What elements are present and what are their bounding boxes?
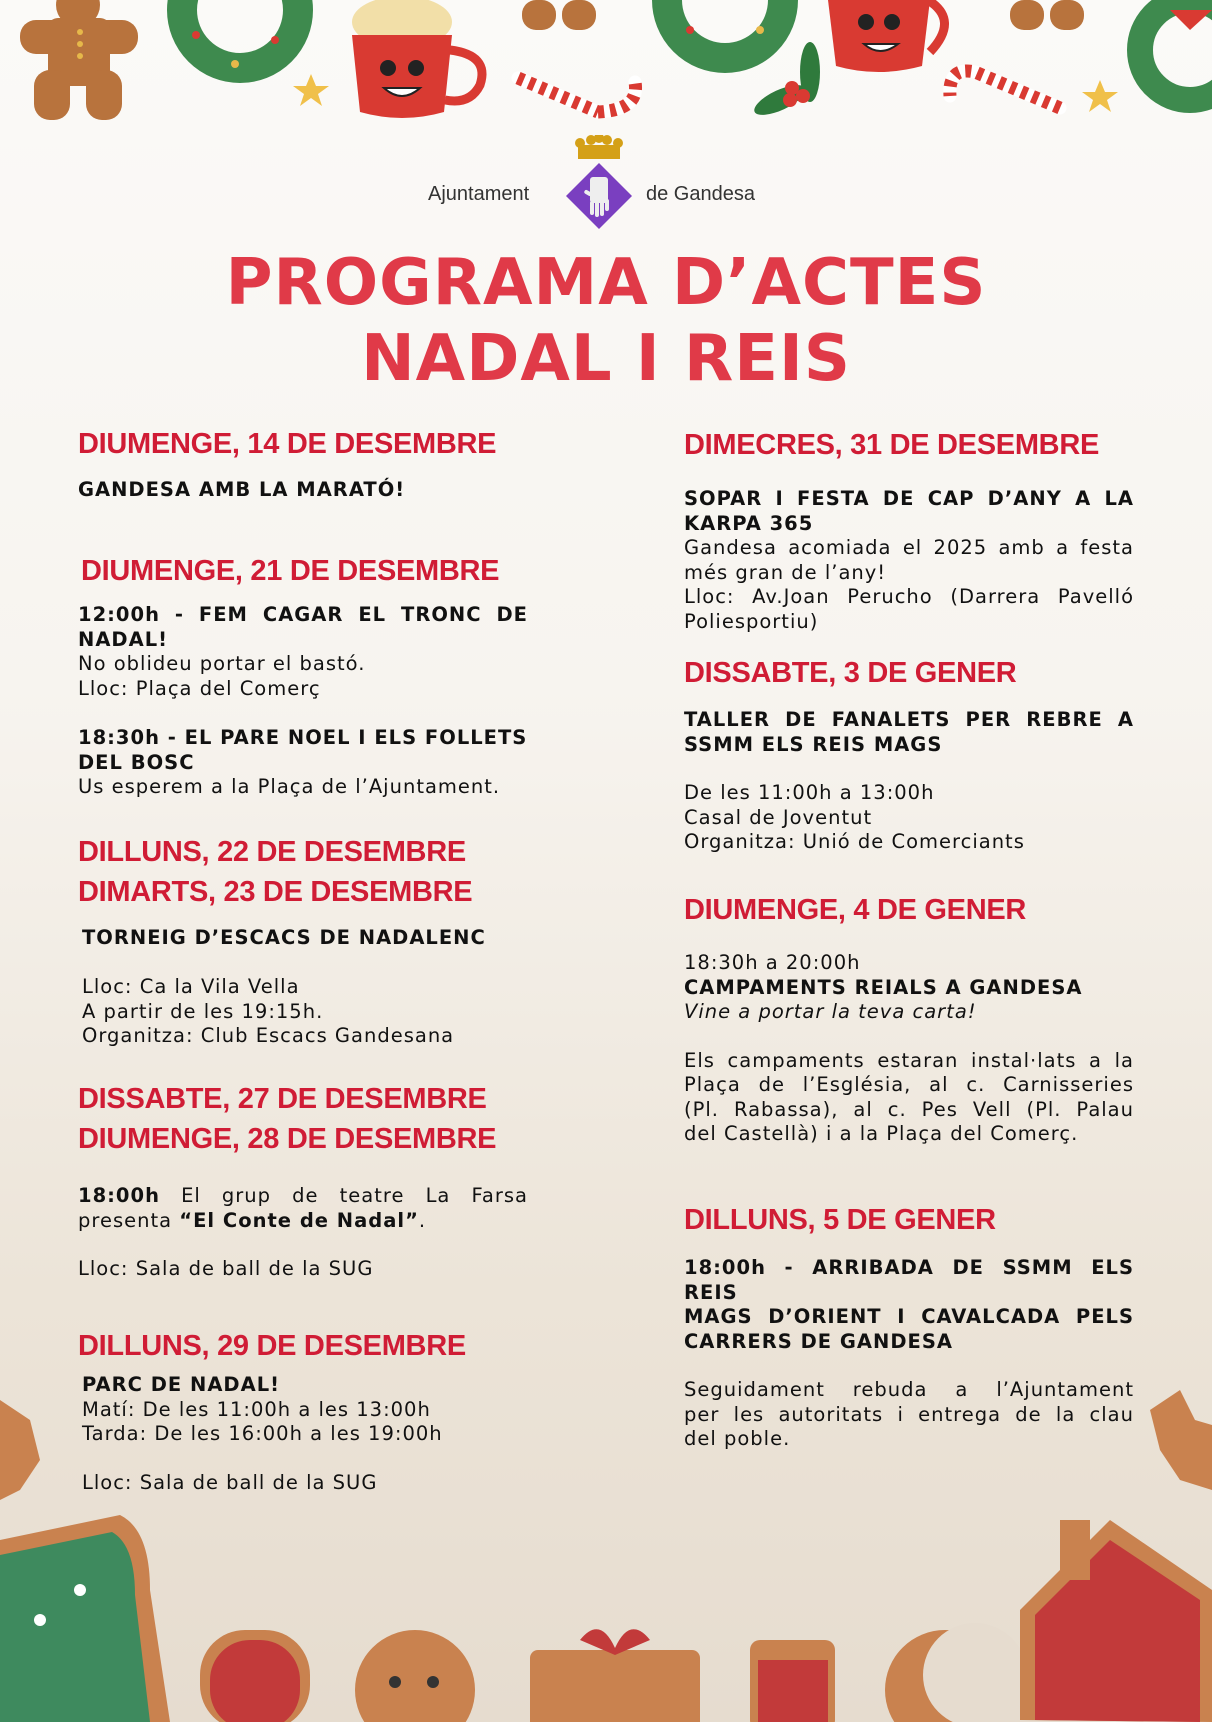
date-heading: DISSABTE, 3 DE GENER bbox=[684, 657, 1017, 689]
event-time: 18:00h bbox=[78, 1184, 160, 1207]
event-time: 18:30h - bbox=[78, 726, 185, 749]
date-heading: DILLUNS, 29 DE DESEMBRE bbox=[78, 1330, 466, 1362]
event-title: CARRERS DE GANDESA bbox=[684, 1329, 953, 1353]
event-title: SSMM ELS REIS MAGS bbox=[684, 732, 943, 756]
top-decoration-strip bbox=[0, 0, 1212, 135]
event-text: Els campaments estaran instal·lats a la bbox=[684, 1048, 1134, 1072]
gingerbread-legs-icon bbox=[522, 0, 596, 30]
date-heading: DILLUNS, 5 DE GENER bbox=[684, 1204, 996, 1236]
event-location: Lloc: Sala de ball de la SUG bbox=[78, 1257, 374, 1280]
event-block bbox=[684, 708, 1134, 855]
event-title: PARC DE NADAL! bbox=[82, 1373, 281, 1396]
gingerbread-star-cookie-icon bbox=[0, 1400, 40, 1500]
moon-cookie-icon bbox=[885, 1623, 1027, 1722]
event-text: del poble. bbox=[684, 1427, 791, 1450]
event-title: DEL BOSC bbox=[78, 750, 195, 774]
gift-cookie-icon bbox=[530, 1629, 700, 1722]
mug-icon bbox=[828, 0, 945, 72]
punctuation: . bbox=[418, 1208, 427, 1232]
event-title: 12:00h - FEM CAGAR EL TRONC DE bbox=[78, 603, 528, 626]
event-text: per les autoritats i entrega de la clau bbox=[684, 1402, 1134, 1426]
gandesa-crest-icon bbox=[566, 135, 632, 231]
event-title: CAMPAMENTS REIALS A GANDESA bbox=[684, 975, 1083, 999]
candy-cane-icon bbox=[950, 71, 1060, 108]
event-block bbox=[78, 726, 528, 800]
date-heading: DIMECRES, 31 DE DESEMBRE bbox=[684, 429, 1099, 461]
date-heading: DIUMENGE, 28 DE DESEMBRE bbox=[78, 1123, 497, 1155]
event-block bbox=[82, 975, 454, 1049]
candy-cane-icon bbox=[518, 78, 636, 112]
event-text: més gran de l’any! bbox=[684, 560, 887, 584]
event-block bbox=[78, 1184, 528, 1282]
event-time: Matí: De les 11:00h a les 13:00h bbox=[82, 1397, 431, 1421]
date-heading: DILLUNS, 22 DE DESEMBRE bbox=[78, 836, 466, 868]
event-title: MAGS D’ORIENT I CAVALCADA PELS bbox=[684, 1305, 1134, 1328]
event-title: TORNEIG D’ESCACS DE NADALENC bbox=[82, 926, 486, 949]
crown-icon bbox=[575, 135, 623, 159]
event-text: El grup de teatre La Farsa bbox=[159, 1184, 528, 1207]
date-heading: DIMARTS, 23 DE DESEMBRE bbox=[78, 876, 473, 908]
page-title-line-2: NADAL I REIS bbox=[361, 322, 851, 396]
event-text: Plaça de l’Església, al c. Carnisseries bbox=[684, 1073, 1134, 1096]
event-location: Lloc: Plaça del Comerç bbox=[78, 676, 321, 700]
event-location: Lloc: Ca la Vila Vella bbox=[82, 975, 300, 998]
event-text: presenta bbox=[78, 1208, 180, 1232]
wreath-icon bbox=[667, 0, 783, 58]
event-time: 18:30h a 20:00h bbox=[684, 951, 861, 974]
logo-text-ajuntament: Ajuntament bbox=[428, 183, 530, 205]
house-cookie-icon bbox=[1020, 1520, 1212, 1722]
event-title: EL PARE NOEL I ELS FOLLETS bbox=[184, 726, 528, 749]
star-icon bbox=[1082, 80, 1118, 112]
event-text: Us esperem a la Plaça de l’Ajuntament. bbox=[78, 775, 501, 798]
play-title: “El Conte de Nadal” bbox=[179, 1208, 419, 1232]
gingerbread-face-cookie-icon bbox=[355, 1630, 475, 1722]
gingerbread-legs-icon bbox=[1010, 0, 1084, 30]
event-time: De les 11:00h a 13:00h bbox=[684, 781, 935, 804]
event-title: KARPA 365 bbox=[684, 511, 814, 535]
wreath-icon bbox=[1140, 0, 1212, 100]
event-title: SOPAR I FESTA DE CAP D’ANY A LA bbox=[684, 487, 1134, 510]
event-location: Casal de Joventut bbox=[684, 805, 873, 829]
event-location: Lloc: Sala de ball de la SUG bbox=[82, 1470, 378, 1494]
event-title: NADAL! bbox=[78, 627, 169, 651]
event-title: GANDESA AMB LA MARATÓ! bbox=[78, 478, 406, 501]
tree-cookie-icon bbox=[0, 1515, 170, 1722]
event-text: (Pl. Rabassa), al c. Pes Vell (Pl. Palau bbox=[684, 1097, 1134, 1121]
mug-icon bbox=[352, 0, 482, 118]
event-text: Gandesa acomiada el 2025 amb a festa bbox=[684, 536, 1134, 559]
event-organizer: Organitza: Club Escacs Gandesana bbox=[82, 1024, 455, 1047]
event-organizer: Organitza: Unió de Comerciants bbox=[684, 830, 1025, 853]
logo-text-gandesa: de Gandesa bbox=[646, 183, 755, 205]
date-heading: DIUMENGE, 4 DE GENER bbox=[684, 894, 1027, 926]
event-block bbox=[684, 487, 1134, 634]
event-title: TALLER DE FANALETS PER REBRE A bbox=[684, 708, 1134, 731]
event-block bbox=[78, 603, 528, 701]
event-time: A partir de les 19:15h. bbox=[82, 999, 324, 1023]
date-heading: DIUMENGE, 14 DE DESEMBRE bbox=[78, 428, 497, 460]
mitten-cookie-icon bbox=[200, 1630, 310, 1722]
date-heading: DISSABTE, 27 DE DESEMBRE bbox=[78, 1083, 487, 1115]
bottom-decoration-strip bbox=[0, 1390, 1212, 1722]
star-cookie-icon bbox=[1150, 1390, 1212, 1490]
event-block bbox=[684, 951, 1134, 1147]
event-location: Poliesportiu) bbox=[684, 609, 819, 633]
stocking-cookie-icon bbox=[750, 1640, 835, 1722]
event-subtitle: Vine a portar la teva carta! bbox=[684, 1000, 977, 1023]
date-heading: DIUMENGE, 21 DE DESEMBRE bbox=[81, 555, 500, 587]
event-text: No oblideu portar el bastó. bbox=[78, 652, 366, 675]
event-text: del Castellà) i a la Plaça del Comerç. bbox=[684, 1122, 1079, 1145]
gingerbread-man-icon bbox=[20, 0, 138, 120]
page-title-line-1: PROGRAMA D’ACTES bbox=[225, 246, 987, 320]
star-icon bbox=[293, 74, 329, 106]
event-title: 18:00h - ARRIBADA DE SSMM ELS REIS bbox=[684, 1256, 1134, 1304]
wreath-icon bbox=[182, 0, 298, 68]
event-text: Seguidament rebuda a l’Ajuntament bbox=[684, 1378, 1134, 1401]
event-location: Lloc: Av.Joan Perucho (Darrera Pavelló bbox=[684, 585, 1134, 608]
event-time: Tarda: De les 16:00h a les 19:00h bbox=[82, 1422, 443, 1445]
